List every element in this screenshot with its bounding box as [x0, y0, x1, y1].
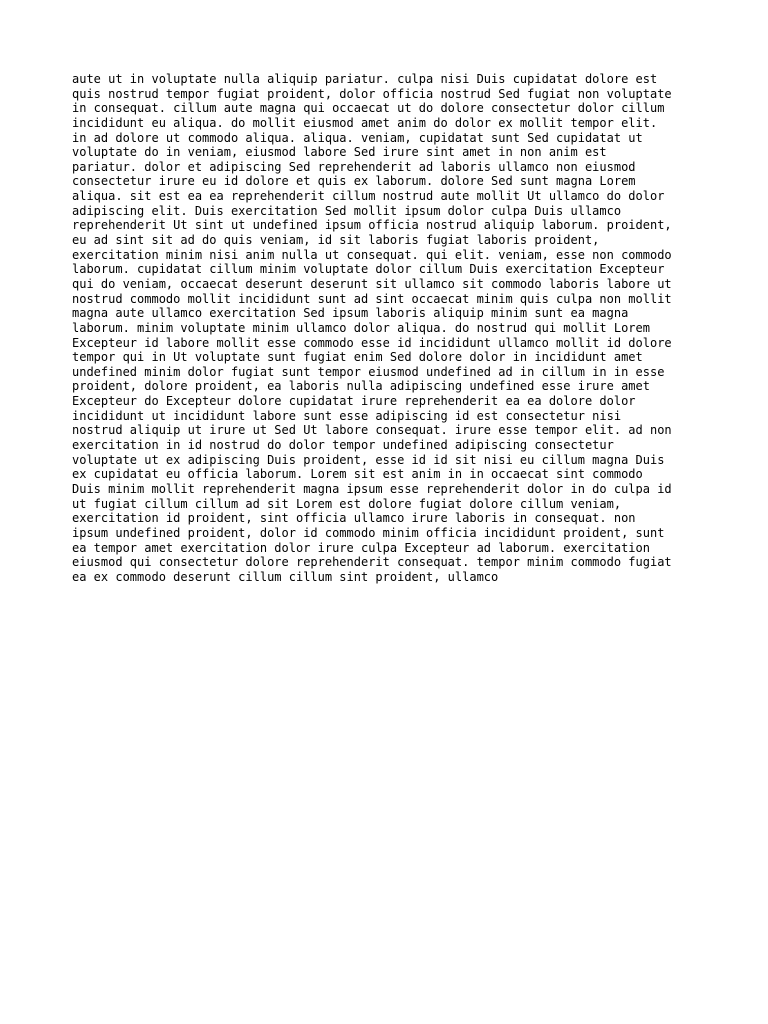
paragraph: [72, 72, 702, 584]
text-line: in ad dolore ut commodo aliqua. aliqua. veniam, cupidatat sunt Sed cupidatat ut: [72, 130, 643, 145]
text-line: in consequat. cillum aute magna qui occaecat ut do dolore consectetur dolor cillum: [72, 101, 665, 116]
text-line: voluptate do in veniam, eiusmod labore Sed irure sint amet in non anim est: [72, 145, 607, 160]
text-line: ut fugiat cillum cillum ad sit Lorem est dolore fugiat dolore cillum veniam,: [72, 496, 622, 511]
text-line: exercitation id proident, sint officia ullamco irure laboris in consequat. non: [72, 511, 636, 526]
text-line: ea tempor amet exercitation dolor irure culpa Excepteur ad laborum. exercitation: [72, 540, 650, 555]
text-line: exercitation minim nisi anim nulla ut consequat. qui elit. veniam, esse non commodo: [72, 247, 672, 262]
text-line: voluptate ut ex adipiscing Duis proident, esse id id sit nisi eu cillum magna Duis: [72, 452, 665, 467]
text-line: aute ut in voluptate nulla aliquip pariatur. culpa nisi Duis cupidatat dolore est: [72, 72, 658, 86]
text-line: laborum. cupidatat cillum minim voluptate dolor cillum Duis exercitation Excepteur: [72, 262, 665, 277]
text-line: reprehenderit Ut sint ut undefined ipsum officia nostrud aliquip laborum. proident,: [72, 218, 672, 233]
text-line: aliqua. sit est ea ea reprehenderit cillum nostrud aute mollit Ut ullamco do dolor: [72, 189, 665, 204]
text-line: nostrud aliquip ut irure ut Sed Ut labore consequat. irure esse tempor elit. ad non: [72, 423, 672, 438]
text-line: eiusmod qui consectetur dolore reprehenderit consequat. tempor minim commodo fugiat: [72, 555, 672, 570]
text-line: ea ex commodo deserunt cillum cillum sint proident, ullamco: [72, 569, 499, 584]
text-line: Duis minim mollit reprehenderit magna ipsum esse reprehenderit dolor in do culpa id: [72, 481, 672, 496]
text-line: undefined minim dolor fugiat sunt tempor eiusmod undefined ad in cillum in in esse: [72, 364, 665, 379]
text-line: tempor qui in Ut voluptate sunt fugiat enim Sed dolore dolor in incididunt amet: [72, 350, 643, 365]
text-line: proident, dolore proident, ea laboris nulla adipiscing undefined esse irure amet: [72, 379, 650, 394]
text-line: laborum. minim voluptate minim ullamco dolor aliqua. do nostrud qui mollit Lorem: [72, 320, 650, 335]
text-line: incididunt eu aliqua. do mollit eiusmod amet anim do dolor ex mollit tempor elit.: [72, 115, 658, 130]
text-line: consectetur irure eu id dolore et quis ex laborum. dolore Sed sunt magna Lorem: [72, 174, 636, 189]
text-line: pariatur. dolor et adipiscing Sed reprehenderit ad laboris ullamco non eiusmod: [72, 159, 636, 174]
text-line: eu ad sint sit ad do quis veniam, id sit laboris fugiat laboris proident,: [72, 233, 600, 248]
text-line: nostrud commodo mollit incididunt sunt ad sint occaecat minim quis culpa non mollit: [72, 291, 672, 306]
text-line: Excepteur do Excepteur dolore cupidatat irure reprehenderit ea ea dolore dolor: [72, 394, 636, 409]
text-line: quis nostrud tempor fugiat proident, dolor officia nostrud Sed fugiat non voluptate: [72, 86, 672, 101]
text-line: ipsum undefined proident, dolor id commodo minim officia incididunt proident, sunt: [72, 525, 665, 540]
text-line: ex cupidatat eu officia laborum. Lorem sit est anim in in occaecat sint commodo: [72, 467, 643, 482]
text-line: adipiscing elit. Duis exercitation Sed mollit ipsum dolor culpa Duis ullamco: [72, 203, 622, 218]
text-line: exercitation in id nostrud do dolor tempor undefined adipiscing consectetur: [72, 438, 614, 453]
text-line: magna aute ullamco exercitation Sed ipsum laboris aliquip minim sunt ea magna: [72, 306, 629, 321]
document-body: [72, 72, 702, 584]
text-line: Excepteur id labore mollit esse commodo esse id incididunt ullamco mollit id dolore: [72, 335, 672, 350]
text-line: qui do veniam, occaecat deserunt deserunt sit ullamco sit commodo laboris labore ut: [72, 276, 672, 291]
text-line: incididunt ut incididunt labore sunt esse adipiscing id est consectetur nisi: [72, 408, 622, 423]
